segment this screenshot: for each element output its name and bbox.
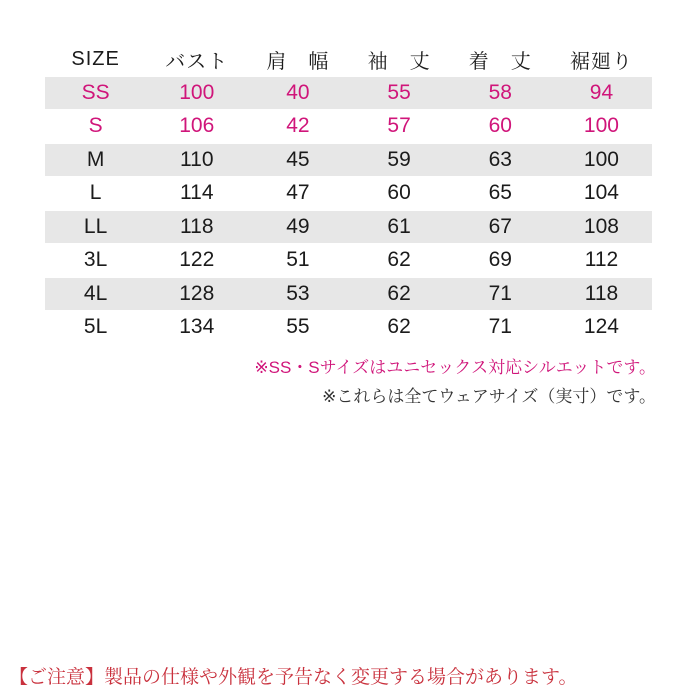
value-cell: 118 [584, 281, 619, 305]
header-cell-bust: バスト [165, 51, 229, 73]
value-cell: 58 [488, 80, 512, 104]
size-cell: 4L [83, 281, 108, 305]
value-cell: 51 [286, 248, 310, 272]
table-row-s [45, 111, 652, 143]
value-cell: 62 [387, 248, 411, 272]
value-cell: 67 [488, 214, 512, 238]
value-cell: 45 [286, 147, 310, 171]
value-cell: 124 [583, 315, 619, 339]
table-row-ss [45, 77, 652, 109]
value-cell: 63 [488, 147, 512, 171]
value-cell: 134 [179, 315, 215, 339]
value-cell: 42 [286, 114, 310, 138]
value-cell: 128 [179, 281, 215, 305]
table-row-ll [45, 211, 652, 243]
value-cell: 108 [583, 214, 619, 238]
size-cell: SS [81, 80, 110, 104]
value-cell: 53 [286, 281, 310, 305]
value-cell: 100 [583, 147, 619, 171]
table-header-row [45, 42, 652, 77]
header-cell-hem: 裾廻り [569, 51, 633, 73]
size-cell: LL [83, 214, 108, 238]
size-cell: 5L [83, 315, 108, 339]
size-cell: M [86, 147, 105, 171]
table-row-4l [45, 278, 652, 310]
caution-label: 【ご注意】 [9, 667, 105, 688]
caution-text: 製品の仕様や外観を予告なく変更する場合があります。 [104, 667, 578, 688]
header-cell-size: SIZE [71, 48, 120, 70]
header-cell-length: 着 丈 [468, 51, 532, 73]
footnotes [254, 353, 656, 411]
caution-note [9, 666, 578, 689]
value-cell: 71 [488, 281, 512, 305]
value-cell: 118 [180, 214, 214, 238]
value-cell: 61 [387, 214, 411, 238]
header-cell-shoulder: 肩 幅 [266, 51, 330, 73]
header-cell-sleeve: 袖 丈 [367, 51, 431, 73]
size-cell: S [88, 114, 103, 138]
value-cell: 114 [180, 181, 214, 205]
value-cell: 59 [387, 147, 411, 171]
value-cell: 110 [180, 147, 214, 171]
value-cell: 94 [589, 80, 614, 104]
value-cell: 57 [387, 114, 411, 138]
value-cell: 60 [387, 181, 411, 205]
value-cell: 65 [488, 181, 512, 205]
table-row-l [45, 178, 652, 210]
value-cell: 104 [583, 181, 619, 205]
value-cell: 71 [488, 315, 512, 339]
note-unisex-silhouette: ※SS・Sサイズはユニセックス対応シルエットです。 [254, 358, 656, 377]
table-row-5l [45, 312, 652, 344]
value-cell: 49 [286, 214, 310, 238]
note-wear-size: ※これらは全てウェアサイズ（実寸）です。 [322, 387, 656, 406]
value-cell: 55 [387, 80, 411, 104]
value-cell: 100 [179, 80, 215, 104]
value-cell: 62 [387, 315, 411, 339]
size-chart-table [45, 42, 652, 345]
value-cell: 69 [488, 248, 512, 272]
value-cell: 55 [286, 315, 310, 339]
value-cell: 122 [179, 248, 215, 272]
value-cell: 106 [179, 114, 215, 138]
value-cell: 60 [488, 114, 512, 138]
value-cell: 62 [387, 281, 411, 305]
table-row-3l [45, 245, 652, 277]
value-cell: 112 [584, 248, 619, 272]
value-cell: 40 [286, 80, 310, 104]
size-cell: 3L [83, 248, 108, 272]
size-cell: L [89, 181, 102, 205]
value-cell: 100 [583, 114, 619, 138]
table-row-m [45, 144, 652, 176]
value-cell: 47 [286, 181, 310, 205]
